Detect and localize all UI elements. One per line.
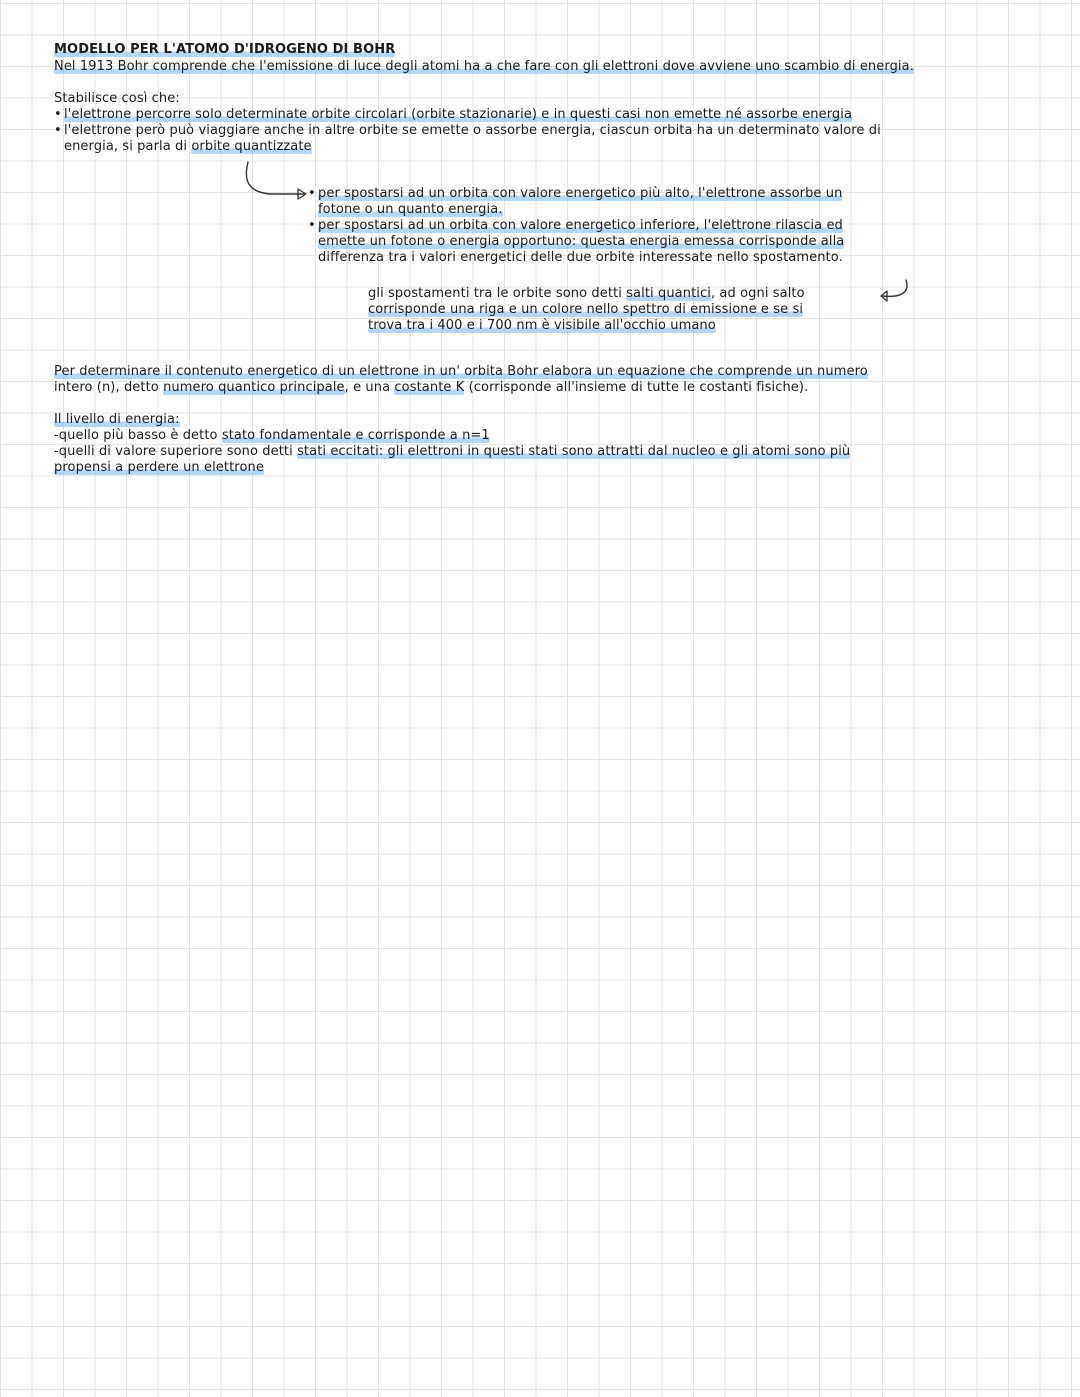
sub-bullet-absorb-cont	[318, 202, 503, 218]
contenuto-line-1	[54, 364, 868, 380]
livello-heading	[54, 412, 180, 428]
orbite-quantizzate-term: orbite quantizzate	[191, 139, 312, 154]
sub-bullet-text-cont: fotone o un quanto energia.	[318, 202, 503, 217]
salti-quantici-term: salti quantici	[626, 286, 711, 301]
livello-text: -quelli di valore superiore sono detti	[54, 444, 298, 459]
title-text: MODELLO PER L'ATOMO D'IDROGENO DI BOHR	[54, 42, 396, 57]
bullet-item-stationary	[54, 107, 852, 123]
intro-text: Nel 1913 Bohr comprende che l'emissione di luce degli atomi ha a che fare con gli elettroni dove avviene uno scambio di energia.	[54, 59, 914, 74]
salti-line-3	[368, 318, 716, 334]
contenuto-text: (corrisponde all'insieme di tutte le costanti fisiche).	[464, 380, 809, 395]
numero-quantico-term: numero quantico principale	[163, 380, 345, 395]
livello-text: : gli elettroni in questi stati sono attratti dal nucleo e gli atomi sono più	[378, 444, 851, 459]
stati-eccitati-term: stati eccitati	[297, 444, 379, 459]
salti-text: corrisponde una riga e un colore nello spettro di emissione e se si	[368, 302, 804, 317]
sub-bullet-text-cont: differenza tra i valori energetici delle due orbite interessate nello spostamento.	[318, 250, 843, 265]
bullet-dot-icon: •	[308, 186, 316, 201]
salti-text: gli spostamenti tra le orbite sono detti	[368, 286, 627, 301]
sub-bullet-text: per spostarsi ad un orbita con valore energetico inferiore, l'elettrone rilascia ed	[318, 218, 843, 233]
salti-line-1	[368, 286, 805, 302]
stabilisce-heading	[54, 91, 180, 107]
bullet-dot-icon: •	[54, 107, 62, 122]
contenuto-text: intero (n), detto	[54, 380, 164, 395]
sub-bullet-text-cont: emette un fotone o energia opportuno: questa energia emessa corrisponde alla	[318, 234, 845, 249]
bullet-text-cont: energia, si parla di	[64, 139, 192, 154]
intro-paragraph	[54, 59, 914, 75]
salti-text: , ad ogni salto	[710, 286, 805, 301]
sub-bullet-text: per spostarsi ad un orbita con valore energetico più alto, l'elettrone assorbe un	[318, 186, 843, 201]
bullet-dot-icon: •	[54, 123, 62, 138]
bullet-text: l'elettrone percorre solo determinate orbite circolari (orbite stazionarie) e in questi casi non emette né assorbe energia	[64, 107, 853, 122]
sub-bullet-absorb	[308, 186, 842, 202]
livello-text: propensi a perdere un elettrone	[54, 460, 264, 475]
livello-line-1	[54, 428, 490, 444]
livello-heading-text: Il livello di energia:	[54, 412, 180, 427]
livello-line-3	[54, 460, 264, 476]
stabilisce-heading-text: Stabilisce così che:	[54, 91, 180, 106]
hook-arrow-icon	[872, 276, 914, 304]
sub-bullet-emit	[308, 218, 843, 234]
sub-bullet-emit-cont2	[318, 250, 843, 266]
sub-bullet-emit-cont1	[318, 234, 844, 250]
bullet-item-quantized-cont	[64, 139, 312, 155]
page-title	[54, 42, 395, 58]
curved-arrow-icon	[240, 158, 316, 206]
livello-text: e corrisponde a n=1	[351, 428, 490, 443]
bullet-item-quantized	[54, 123, 881, 139]
livello-text: -quello più basso è detto	[54, 428, 222, 443]
contenuto-text: Per determinare il contenuto energetico di un elettrone in un' orbita Bohr elabora un equazione che comprende un numero	[54, 364, 868, 379]
contenuto-line-2	[54, 380, 808, 396]
salti-line-2	[368, 302, 803, 318]
bullet-dot-icon: •	[308, 218, 316, 233]
livello-line-2	[54, 444, 850, 460]
bullet-text: l'elettrone però può viaggiare anche in altre orbite se emette o assorbe energia, ciascun orbita ha un determinato valore di	[64, 123, 881, 138]
salti-text: trova tra i 400 e i 700 nm è visibile all'occhio umano	[368, 318, 716, 333]
stato-fondamentale-term: stato fondamentale	[221, 428, 352, 443]
costante-k-term: costante K	[394, 380, 465, 395]
contenuto-text: , e una	[344, 380, 395, 395]
